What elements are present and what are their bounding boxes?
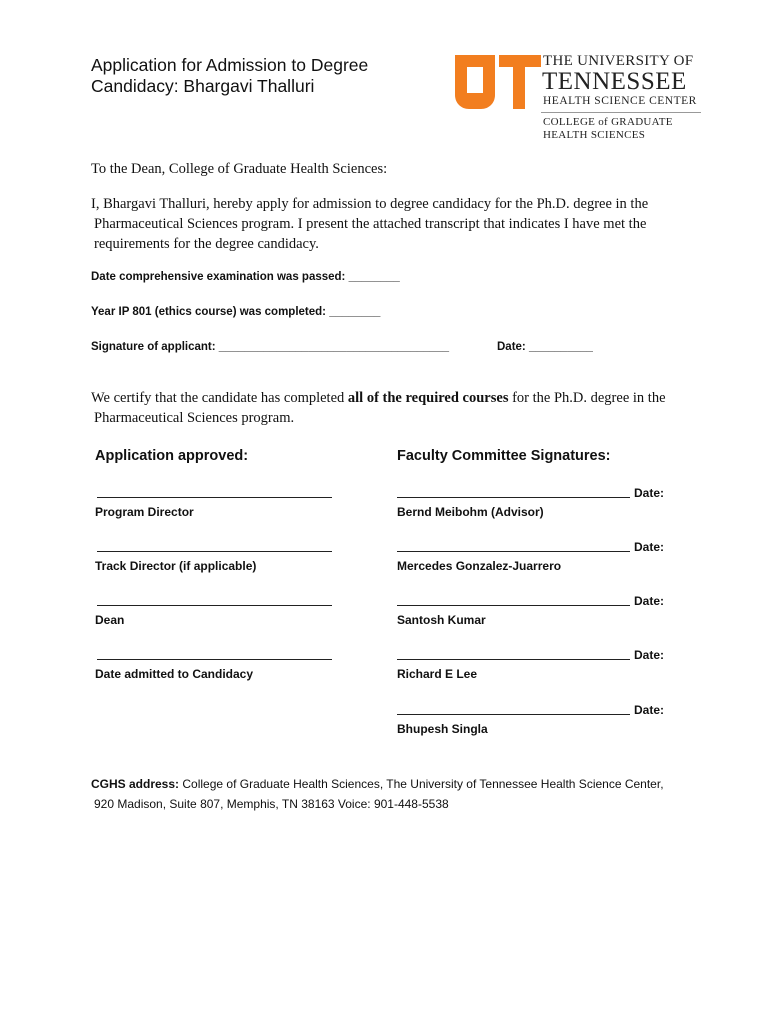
college-line-1: COLLEGE of GRADUATE	[543, 116, 673, 128]
committee-member-2: Mercedes Gonzalez-Juarrero	[397, 559, 562, 573]
logo-line-3: HEALTH SCIENCE CENTER	[543, 95, 697, 107]
logo-line-1: THE UNIVERSITY OF	[543, 53, 694, 69]
committee-signature-line-4[interactable]	[397, 659, 630, 660]
date-admitted-label: Date admitted to Candidacy	[95, 667, 254, 681]
college-line-2: HEALTH SCIENCES	[543, 129, 646, 141]
statement-line-3: requirements for the degree candidacy.	[94, 236, 319, 252]
statement	[91, 194, 648, 254]
signature-line-program-director[interactable]	[97, 497, 332, 498]
committee-signature-line-2[interactable]	[397, 551, 630, 552]
signature-field[interactable]: Signature of applicant: ____________________________________	[91, 341, 450, 353]
statement-line-1: I, Bhargavi Thalluri, hereby apply for admission to degree candidacy for the Ph.D. degree in the	[91, 196, 649, 212]
address-label: CGHS address:	[91, 777, 180, 791]
committee-signature-line-1[interactable]	[397, 497, 630, 498]
track-director-label: Track Director (if applicable)	[95, 559, 257, 573]
committee-member-4: Richard E Lee	[397, 667, 478, 681]
university-logo	[455, 55, 705, 145]
signature-line-date-admitted[interactable]	[97, 659, 332, 660]
committee-heading: Faculty Committee Signatures:	[397, 448, 611, 464]
committee-signature-line-3[interactable]	[397, 605, 630, 606]
certify-statement	[91, 388, 666, 428]
statement-line-2: Pharmaceutical Sciences program. I present the attached transcript that indicates I have met the	[94, 216, 647, 232]
address-text-1: College of Graduate Health Sciences, The University of Tennessee Health Science Center,	[179, 777, 664, 791]
certify-pre: We certify that the candidate has completed	[91, 390, 348, 406]
committee-member-3: Santosh Kumar	[397, 613, 486, 627]
certify-post: for the Ph.D. degree in the	[508, 390, 666, 406]
approved-heading: Application approved:	[95, 448, 249, 464]
committee-date-label-2: Date:	[634, 540, 665, 554]
signature-line-dean[interactable]	[97, 605, 332, 606]
committee-date-label-3: Date:	[634, 594, 665, 608]
title-line-2: Candidacy: Bhargavi Thalluri	[91, 76, 315, 96]
dean-label: Dean	[95, 613, 125, 627]
committee-member-5: Bhupesh Singla	[397, 722, 488, 736]
committee-member-1: Bernd Meibohm (Advisor)	[397, 505, 544, 519]
ethics-year-field[interactable]: Year IP 801 (ethics course) was completed: ________	[91, 306, 381, 318]
ut-mark-icon	[455, 55, 541, 109]
logo-divider	[541, 112, 701, 113]
certify-line-2: Pharmaceutical Sciences program.	[94, 410, 295, 426]
signature-date-field[interactable]: Date: __________	[497, 341, 593, 353]
committee-date-label-5: Date:	[634, 703, 665, 717]
program-director-label: Program Director	[95, 505, 194, 519]
logo-line-2: TENNESSEE	[542, 68, 687, 95]
page-title	[91, 55, 368, 97]
committee-signature-line-5[interactable]	[397, 714, 630, 715]
cghs-address	[91, 774, 664, 814]
committee-date-label-1: Date:	[634, 486, 665, 500]
salutation: To the Dean, College of Graduate Health Sciences:	[91, 161, 388, 177]
title-line-1: Application for Admission to Degree	[91, 55, 369, 75]
signature-line-track-director[interactable]	[97, 551, 332, 552]
address-text-2: 920 Madison, Suite 807, Memphis, TN 38163 Voice: 901-448-5538	[94, 797, 449, 811]
certify-bold: all of the required courses	[347, 390, 509, 406]
exam-date-field[interactable]: Date comprehensive examination was passed: ________	[91, 271, 400, 283]
committee-date-label-4: Date:	[634, 648, 665, 662]
